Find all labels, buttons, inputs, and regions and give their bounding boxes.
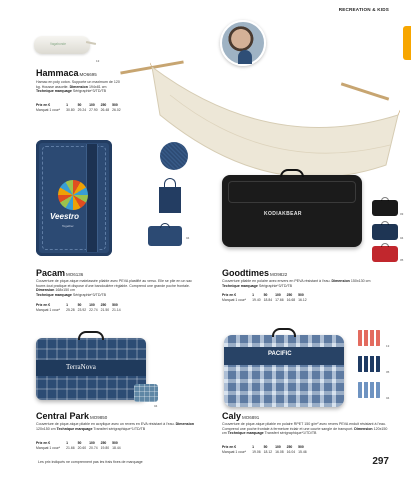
product-name: Caly <box>222 411 242 421</box>
caly-blanket-image <box>224 335 344 407</box>
dimension-value: 120x150 cm <box>222 426 388 436</box>
price-cell: 500 <box>298 293 304 297</box>
fabric-swatch <box>160 142 188 170</box>
product-code: MO6695 <box>79 72 97 77</box>
blanket-brand-text: KODIAKBEAR <box>264 211 302 217</box>
marking-label: Technique marquage <box>227 431 264 436</box>
tote-bag-image <box>159 187 181 213</box>
price-cell: 250 <box>286 293 293 297</box>
price-cell: 250 <box>286 445 293 449</box>
product-name: Central Park <box>36 411 90 421</box>
dimension-label: Dimension <box>354 426 373 431</box>
price-cell: 16.12 <box>298 297 307 302</box>
price-cell: 1 <box>66 303 69 307</box>
price-cell: 500 <box>112 441 118 445</box>
price-cell: Prix en € <box>222 293 237 297</box>
price-cell: 18.44 <box>112 445 121 450</box>
product-title <box>36 68 97 78</box>
price-footnote: Les prix indiqués ne comprennent pas les frais fixes de marquage <box>38 460 143 464</box>
product-code: MO6891 <box>242 415 260 420</box>
variant-swatch-navy <box>356 356 382 372</box>
marking-value: Sérigraphie*3/TD/TB <box>72 292 107 297</box>
product-name: Pacam <box>36 268 66 278</box>
lifestyle-photo <box>220 20 266 66</box>
dimension-label: Dimension <box>175 422 195 426</box>
price-cell: 1 <box>66 441 69 445</box>
product-description <box>36 279 198 297</box>
price-cell: 21.50 <box>100 307 110 312</box>
variant-code: 13 <box>96 59 100 63</box>
blanket-brand-text: PACIFIC <box>268 351 292 357</box>
variant-code: 04 <box>154 404 158 408</box>
price-cell: 50 <box>263 293 268 297</box>
dimension-label: Dimension <box>331 279 350 283</box>
price-cell: 250 <box>100 103 107 107</box>
goodtimes-blanket-image <box>222 175 362 247</box>
price-table <box>222 445 310 454</box>
price-cell: 50 <box>77 303 82 307</box>
price-cell: Prix en € <box>222 445 237 449</box>
price-cell: 19.80 <box>100 445 110 450</box>
marking-label: Technique marquage <box>36 89 72 94</box>
brand-logo-icon <box>58 180 88 210</box>
product-name: Hammaca <box>36 68 79 78</box>
price-cell: 18.12 <box>263 449 273 454</box>
variant-swatch-red <box>356 330 382 346</box>
product-name: Goodtimes <box>222 268 270 278</box>
price-cell: 500 <box>112 303 118 307</box>
blanket-brand-text: Veestro <box>50 212 80 221</box>
hammock-image <box>150 55 400 190</box>
description-text: Couverture pliable en polaire avec envers en PEVA résistant à l'eau. <box>222 279 331 283</box>
product-code: MO9822 <box>270 272 288 277</box>
product-description <box>36 80 124 94</box>
price-cell: 26.48 <box>100 107 110 112</box>
variant-code: 13 <box>386 344 390 348</box>
price-cell: 23.92 <box>77 307 87 312</box>
price-cell: 16.08 <box>275 449 284 454</box>
product-description <box>222 422 388 436</box>
price-cell: 17.66 <box>275 297 284 302</box>
price-table <box>36 441 124 450</box>
blanket-brand-text: TerraNova <box>66 363 96 371</box>
product-title <box>36 411 107 421</box>
variant-swatch-blue <box>356 382 382 398</box>
product-code: MO6136 <box>66 272 84 277</box>
blanket-tagline: Together <box>62 224 74 228</box>
description-text: Couverture de pique-nique pliable en polaire RPET 150 g/m² avec revers PEVA enduit résistant à l'eau. Comprend une poche frontale à fermeture éclair et une courte sangle de transport. <box>222 422 386 431</box>
price-cell: 500 <box>112 103 118 107</box>
description-text: Couverture de pique-nique pliable en acrylique avec un revers en EVA résistant à l'eau. <box>36 422 175 426</box>
marking-label: Technique marquage <box>56 426 93 431</box>
page-number: 297 <box>372 456 389 467</box>
variant-code: 04 <box>186 236 190 240</box>
price-cell: 100 <box>89 441 95 445</box>
variant-swatch-navy <box>372 224 398 240</box>
price-cell: 100 <box>275 445 281 449</box>
description-text: Hamac en poly coton. Supporte un maximum de 120 kg. Housse assortie. <box>36 80 120 89</box>
price-table <box>222 293 310 302</box>
price-cell: Marquat 1 cour* <box>36 307 61 312</box>
price-table <box>36 103 124 112</box>
price-cell: 25.28 <box>66 307 75 312</box>
description-text: Couverture de pique-nique matelassée pliable avec PEVA plastifié au verso. Elle se plie en un sac fourre-tout pratique et dispose d'une bandoulière réglable. Comprend une grande poche frontale. <box>36 279 192 288</box>
section-title: RECREATION & KIDS <box>338 7 389 12</box>
marking-value: Sérigraphie*3/TD/TB <box>72 89 107 94</box>
price-cell: 16.04 <box>286 449 296 454</box>
price-cell: 50 <box>263 445 268 449</box>
price-cell: 250 <box>100 441 107 445</box>
price-cell: 20.60 <box>77 445 87 450</box>
product-title <box>222 268 287 278</box>
price-cell: 50 <box>77 441 82 445</box>
price-cell: 29.24 <box>77 107 87 112</box>
folded-blanket-image <box>148 226 182 246</box>
price-cell: Prix en € <box>36 303 51 307</box>
price-cell: 26.02 <box>112 107 121 112</box>
price-cell: Marquat 1 cour* <box>222 297 247 302</box>
price-cell: 21.66 <box>66 445 75 450</box>
price-cell: Marquat 1 cour* <box>36 445 61 450</box>
price-cell: 15.46 <box>298 449 307 454</box>
variant-code: 03 <box>400 212 404 216</box>
marking-label: Technique marquage <box>222 283 258 288</box>
price-cell: Marquat 1 cour* <box>222 449 247 454</box>
dimension-value: 194x81 cm <box>88 84 107 89</box>
hammock-pouch-image <box>34 36 90 54</box>
section-tab <box>403 26 411 60</box>
marking-value: Transfert sérigraphique*1/TD/TB <box>93 426 146 431</box>
fabric-swatch <box>134 384 158 402</box>
price-cell: 1 <box>252 445 255 449</box>
price-cell: 30.80 <box>66 107 75 112</box>
central-park-blanket-image <box>36 338 146 400</box>
price-cell: Prix en € <box>36 441 51 445</box>
price-cell: 18.84 <box>263 297 273 302</box>
dimension-value: 168x150 cm <box>55 288 75 293</box>
variant-code: 05 <box>400 258 404 262</box>
product-title <box>222 411 259 421</box>
variant-swatch-red <box>372 246 398 262</box>
marking-value: Transfert sérigraphique*1/TD/TB <box>264 431 317 436</box>
price-cell: 50 <box>77 103 82 107</box>
price-cell: 16.68 <box>286 297 296 302</box>
marking-label: Technique marquage <box>36 292 72 297</box>
marking-value: Sérigraphie*3/TD/TB <box>258 283 293 288</box>
price-cell: 19.40 <box>252 297 261 302</box>
variant-swatch-black <box>372 200 398 216</box>
price-cell: 100 <box>89 103 95 107</box>
variant-code: 04 <box>400 236 404 240</box>
price-cell: Marquat 1 cour* <box>36 107 61 112</box>
pouch-logo-text: Vagabonde <box>50 42 67 46</box>
dimension-value: 150x130 cm <box>350 279 371 283</box>
dimension-label: Dimension <box>69 84 88 89</box>
price-cell: 1 <box>252 293 255 297</box>
price-cell: 500 <box>298 445 304 449</box>
price-table <box>36 303 124 312</box>
product-title <box>36 268 83 278</box>
product-code: MO9850 <box>90 415 108 420</box>
price-cell: 22.74 <box>89 307 98 312</box>
price-cell: Prix en € <box>36 103 51 107</box>
price-cell: 250 <box>100 303 107 307</box>
dimension-label: Dimension <box>36 288 55 293</box>
price-cell: 21.14 <box>112 307 121 312</box>
price-cell: 1 <box>66 103 69 107</box>
variant-code: 04 <box>386 396 390 400</box>
product-description <box>222 279 388 288</box>
price-cell: 20.74 <box>89 445 98 450</box>
price-cell: 100 <box>89 303 95 307</box>
variant-code: 05 <box>386 370 390 374</box>
price-cell: 19.06 <box>252 449 261 454</box>
pacam-blanket-image <box>36 140 112 256</box>
dimension-value: 120x150 cm <box>36 426 56 431</box>
price-cell: 100 <box>275 293 281 297</box>
product-description <box>36 422 200 431</box>
price-cell: 27.90 <box>89 107 98 112</box>
